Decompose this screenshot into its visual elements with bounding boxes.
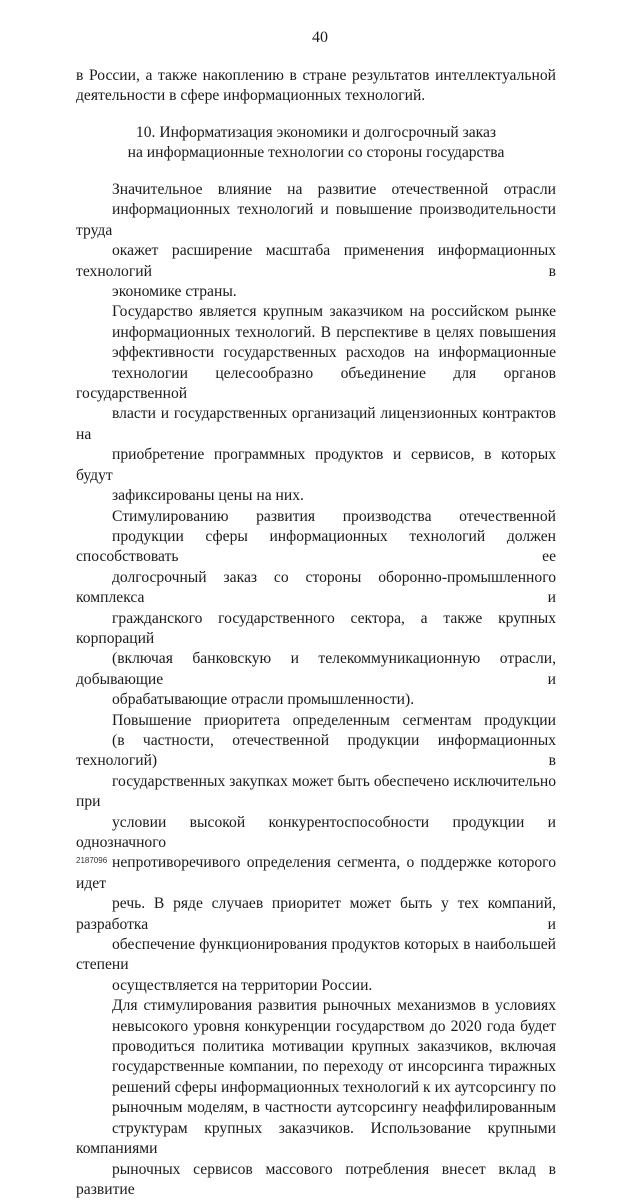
text-line: власти и государственных организаций лицензионных контрактов на — [76, 404, 556, 445]
paragraph — [76, 996, 556, 1200]
text-line: информационных технологий. В перспективе в целях повышения — [76, 323, 556, 343]
text-line: осуществляется на территории России. — [76, 976, 556, 996]
body-paragraphs — [76, 180, 556, 1200]
text-line: структурам крупных заказчиков. Использование крупными компаниями — [76, 1119, 556, 1160]
text-line: рыночных сервисов массового потребления внесет вклад в развитие — [76, 1160, 556, 1200]
document-code: 2187096 — [76, 851, 107, 871]
text-line: государственных закупках может быть обеспечено исключительно при — [76, 772, 556, 813]
text-line: экономике страны. — [76, 282, 556, 302]
text-line: Стимулированию развития производства отечественной — [76, 507, 556, 527]
page-number: 40 — [0, 28, 640, 48]
text-line: невысокого уровня конкуренции государством до 2020 года будет — [76, 1017, 556, 1037]
text-line: зафиксированы цены на них. — [76, 486, 556, 506]
text-line: проводиться политика мотивации крупных заказчиков, включая — [76, 1037, 556, 1057]
text-line: непротиворечивого определения сегмента, о поддержке которого идет — [76, 853, 556, 894]
text-line: речь. В ряде случаев приоритет может быть у тех компаний, разработка и — [76, 894, 556, 935]
text-line: в России, а также накоплению в стране результатов интеллектуальной — [76, 66, 556, 86]
section-heading — [76, 123, 556, 164]
paragraph — [76, 180, 556, 302]
text-line: технологии целесообразно объединение для органов государственной — [76, 364, 556, 405]
heading-line: на информационные технологии со стороны государства — [76, 143, 556, 163]
text-line: государственные компании, по переходу от инсорсинга тиражных — [76, 1057, 556, 1077]
text-line: Для стимулирования развития рыночных механизмов в условиях — [76, 996, 556, 1016]
text-line: (включая банковскую и телекоммуникационную отрасли, добывающие и — [76, 649, 556, 690]
text-line: условии высокой конкурентоспособности продукции и однозначного — [76, 813, 556, 854]
paragraph — [76, 507, 556, 711]
text-line: Государство является крупным заказчиком на российском рынке — [76, 302, 556, 322]
text-line: решений сферы информационных технологий к их аутсорсингу по — [76, 1078, 556, 1098]
text-line: обеспечение функционирования продуктов которых в наибольшей степени — [76, 935, 556, 976]
text-line: деятельности в сфере информационных технологий. — [76, 86, 556, 106]
text-line: (в частности, отечественной продукции информационных технологий) в — [76, 731, 556, 772]
heading-line: 10. Информатизация экономики и долгосрочный заказ — [76, 123, 556, 143]
paragraph — [76, 302, 556, 506]
text-line: продукции сферы информационных технологий должен способствовать ее — [76, 527, 556, 568]
paragraph — [76, 711, 556, 997]
intro-paragraph — [76, 66, 556, 107]
text-line: Значительное влияние на развитие отечественной отрасли — [76, 180, 556, 200]
text-line: долгосрочный заказ со стороны оборонно-промышленного комплекса и — [76, 568, 556, 609]
text-line: информационных технологий и повышение производительности труда — [76, 200, 556, 241]
text-line: эффективности государственных расходов на информационные — [76, 343, 556, 363]
text-line: Повышение приоритета определенным сегментам продукции — [76, 711, 556, 731]
text-line: окажет расширение масштаба применения информационных технологий в — [76, 241, 556, 282]
text-line: обрабатывающие отрасли промышленности). — [76, 690, 556, 710]
text-line: приобретение программных продуктов и сервисов, в которых будут — [76, 445, 556, 486]
text-line: рыночным моделям, в частности аутсорсингу неаффилированным — [76, 1098, 556, 1118]
text-line: гражданского государственного сектора, а также крупных корпораций — [76, 609, 556, 650]
